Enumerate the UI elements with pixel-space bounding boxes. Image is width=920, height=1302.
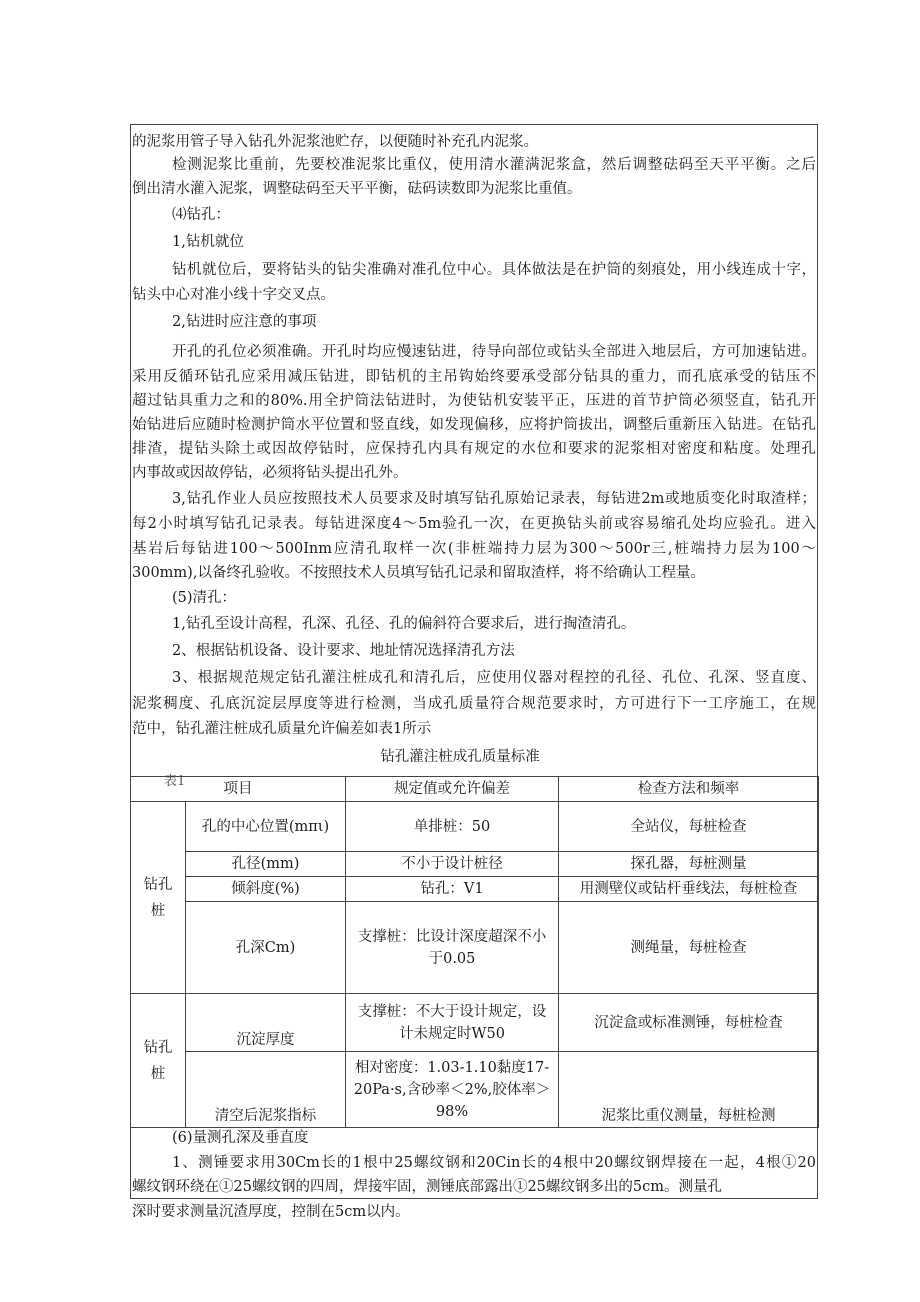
paragraph-line: 钻机就位后，要将钻头的钻尖准确对准孔位中心。具体做法是在护筒的刻痕处，用小线连成十字， — [172, 262, 816, 278]
cell-method: 用测壁仪或钻杆垂线法，每桩检查 — [559, 877, 819, 902]
table-title: 钻孔灌注桩成孔质量标准 — [380, 749, 540, 765]
paragraph-line: 螺纹钢环绕在①25螺纹钢的四周，焊接牢固，测锤底部露出①25螺纹钢多出的5cm。测量孔 — [132, 1179, 722, 1195]
paragraph-line: 1,钻孔至设计高程，孔深、孔径、孔的偏斜符合要求后，进行掏渣清孔。 — [172, 616, 636, 632]
cell-value: 支撑桩：不大于设计规定，设计未规定时W50 — [346, 994, 559, 1052]
subsection-heading: 2,钻进时应注意的事项 — [172, 314, 317, 330]
paragraph-line: 检测泥浆比重前，先要校准泥浆比重仪，使用清水灌满泥浆盒，然后调整砝码至天平平衡。之后 — [172, 157, 816, 173]
header-value: 规定值或允许偏差 — [346, 777, 559, 802]
table-row — [131, 902, 819, 994]
table-row — [131, 852, 819, 877]
paragraph-line: 的泥浆用管子导入钻孔外泥浆池贮存，以便随时补充孔内泥浆。 — [132, 134, 538, 150]
cell-item: 倾斜度(%) — [186, 877, 346, 902]
table-row — [131, 877, 819, 902]
paragraph-line: 深时要求测量沉渣厚度，控制在5cm以内。 — [132, 1204, 410, 1220]
header-item: 项目 — [131, 777, 346, 802]
cell-method: 沉淀盒或标准测锤，每桩检査 — [559, 994, 819, 1052]
section-heading: (5)清孔： — [172, 590, 237, 606]
cell-item: 孔的中心位置(mπι) — [186, 802, 346, 852]
table-row — [131, 994, 819, 1052]
cell-value: 单排桩：50 — [346, 802, 559, 852]
quality-table — [130, 776, 819, 1128]
table-row — [131, 802, 819, 852]
table-row — [131, 1052, 819, 1128]
paragraph-line: 采用反循环钻孔应采用减压钻进，即钻机的主吊钩始终要承受部分钻具的重力，而孔底承受的钻压不 — [132, 369, 816, 385]
table-label: 表1 — [164, 774, 186, 789]
paragraph-line: 每2小时填写钻孔记录表。每钻进深度4～5m验孔一次，在更换钻头前或容易缩孔处均应验孔。进入 — [132, 516, 816, 532]
cell-method: 泥浆比重仪测量，每桩检测 — [559, 1052, 819, 1128]
group-label: 钻孔桩 — [131, 994, 186, 1128]
paragraph-line: 始钻进后应随时检测护筒水平位置和竖直线，如发现偏移，应将护筒拔出，调整后重新压入钻进。在钻孔 — [132, 417, 816, 433]
paragraph-line: 泥浆稠度、孔底沉淀层厚度等进行检测，当成孔质量符合规范要求时，方可进行下一工序施工，在规 — [132, 696, 816, 712]
group-label: 钻孔桩 — [131, 802, 186, 994]
paragraph-line: 3,钻孔作业人员应按照技术人员要求及时填写钻孔原始记录表，每钻进2m或地质变化时取渣样； — [172, 491, 816, 507]
cell-value: 不小于设计桩径 — [346, 852, 559, 877]
paragraph-line: 范中，钻孔灌注桩成孔质量允许偏差如表1所示 — [132, 721, 432, 737]
header-method: 检查方法和频率 — [559, 777, 819, 802]
cell-value: 支撑桩：比设计深度超深不小于0.05 — [346, 902, 559, 994]
cell-item: 清空后泥浆指标 — [186, 1052, 346, 1128]
cell-item: 沉淀厚度 — [186, 994, 346, 1052]
section-heading: (6)量测孔深及垂直度 — [172, 1130, 309, 1146]
paragraph-line: 倒出清水灌入泥浆，调整砝码至天平平衡，砝码读数即为泥浆比重值。 — [132, 181, 582, 197]
paragraph-line: 内事故或因故停钻，必须将钻头提出孔外。 — [132, 465, 408, 481]
section-heading: ⑷钻孔： — [172, 207, 230, 223]
cell-method: 探孔器，每桩测量 — [559, 852, 819, 877]
paragraph-line: 超过钻具重力之和的80%.用全护筒法钻进时，为使钻机安装平正，压进的首节护筒必须竖直，钻孔开 — [132, 393, 816, 409]
subsection-heading: 1,钻机就位 — [172, 234, 244, 250]
cell-value: 相对密度：1.03-1.10黏度17-20Pa·s,含砂率＜2%,胶体率＞98% — [346, 1052, 559, 1128]
paragraph-line: 3、根据规范规定钻孔灌注桩成孔和清孔后，应使用仪器对程控的孔径、孔位、孔深、竖直度、 — [172, 670, 816, 686]
cell-value: 钻孔：V1 — [346, 877, 559, 902]
table-header-row — [131, 777, 819, 802]
paragraph-line: 排渣，提钻头除土或因故停钻时，应保持孔内具有规定的水位和要求的泥浆相对密度和粘度。处理孔 — [132, 441, 816, 457]
paragraph-line: 2、根据钻机设备、设计要求、地址情况选择清孔方法 — [172, 643, 515, 659]
cell-method: 测绳量，每桩检查 — [559, 902, 819, 994]
cell-method: 全站仪，每桩检查 — [559, 802, 819, 852]
cell-item: 孔深Cm) — [186, 902, 346, 994]
paragraph-line: 300mm),以备终孔验收。不按照技术人员填写钻孔记录和留取渣样，将不给确认工程量。 — [132, 565, 705, 581]
paragraph-line: 基岩后每钻进100～500Inm应清孔取样一次(非桩端持力层为300～500r三,桩端持力层为100～ — [132, 541, 816, 557]
paragraph-line: 开孔的孔位必须准确。开孔时均应慢速钻进，待导向部位或钻头全部进入地层后，方可加速钻进。 — [172, 344, 816, 360]
cell-item: 孔径(mm) — [186, 852, 346, 877]
paragraph-line: 钻头中心对准小线十字交叉点。 — [132, 287, 335, 303]
paragraph-line: 1、测锤要求用30Cm长的1根中25螺纹钢和20Cin长的4根中20螺纹钢焊接在一起，4根①20 — [172, 1155, 816, 1171]
